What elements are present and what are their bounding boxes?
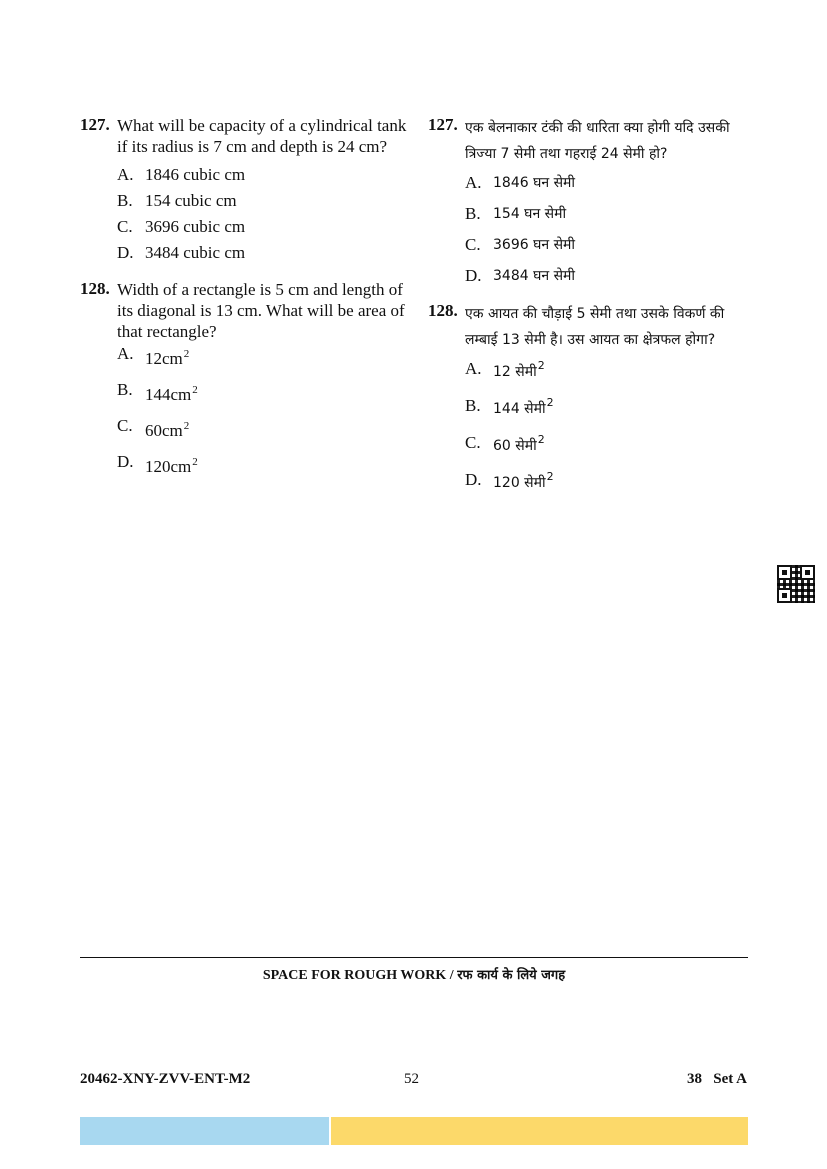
option-b: B. 154 cubic cm: [117, 191, 237, 210]
question-text: एक बेलनाकार टंकी की धारिता क्या होगी यदि उसकी त्रिज्या 7 सेमी तथा गहराई 24 सेमी हो?: [465, 120, 730, 162]
option-a: A. 12 सेमी$^2$: [465, 359, 545, 380]
options-list: [465, 359, 758, 507]
option-c: C. 60 सेमी$^2$: [465, 433, 545, 454]
option-c: C. 3696 cubic cm: [117, 217, 246, 236]
options-list: [117, 165, 410, 269]
question-number: 127.: [428, 115, 458, 134]
question-128-hindi: [428, 301, 758, 507]
option-b: B. $144cm^2$: [117, 380, 198, 404]
option-d: D. 3484 घन सेमी: [465, 266, 576, 285]
page-number: 52: [404, 1071, 419, 1087]
hindi-column: [428, 115, 758, 507]
options-list: [465, 173, 758, 297]
question-number: 127.: [80, 115, 110, 134]
question-text: एक आयत की चौड़ाई 5 सेमी तथा उसके विकर्ण की लम्बाई 13 सेमी है। उस आयत का क्षेत्रफल होगा?: [465, 306, 725, 348]
qr-code-icon: [777, 565, 815, 603]
option-a: A. $12cm^2$: [117, 344, 190, 368]
option-c: C. 3696 घन सेमी: [465, 235, 576, 254]
rough-work-divider: [80, 957, 748, 958]
question-127-hindi: [428, 115, 758, 297]
question-128-english: [80, 279, 410, 488]
question-text: What will be capacity of a cylindrical tank if its radius is 7 cm and depth is 24 cm?: [117, 116, 407, 156]
option-b: B. 154 घन सेमी: [465, 204, 567, 223]
footer-bar-blue: [80, 1117, 329, 1145]
set-label: 38 Set A: [687, 1071, 747, 1087]
question-text: Width of a rectangle is 5 cm and length of its diagonal is 13 cm. What will be area of that rectangle?: [117, 280, 405, 341]
options-list: [117, 344, 410, 488]
question-number: 128.: [80, 279, 110, 298]
option-a: A. 1846 cubic cm: [117, 165, 246, 184]
option-d: D. 120 सेमी$^2$: [465, 470, 554, 491]
question-number: 128.: [428, 301, 458, 320]
option-d: D. $120cm^2$: [117, 452, 198, 476]
option-c: C. $60cm^2$: [117, 416, 190, 440]
option-d: D. 3484 cubic cm: [117, 243, 246, 262]
footer-bar-yellow: [331, 1117, 748, 1145]
booklet-code: 20462-XNY-ZVV-ENT-M2: [80, 1071, 251, 1087]
question-127-english: [80, 115, 410, 269]
option-a: A. 1846 घन सेमी: [465, 173, 576, 192]
rough-work-heading: SPACE FOR ROUGH WORK / रफ कार्य के लिये जगह: [262, 968, 566, 983]
english-column: [80, 115, 410, 488]
option-b: B. 144 सेमी$^2$: [465, 396, 554, 417]
